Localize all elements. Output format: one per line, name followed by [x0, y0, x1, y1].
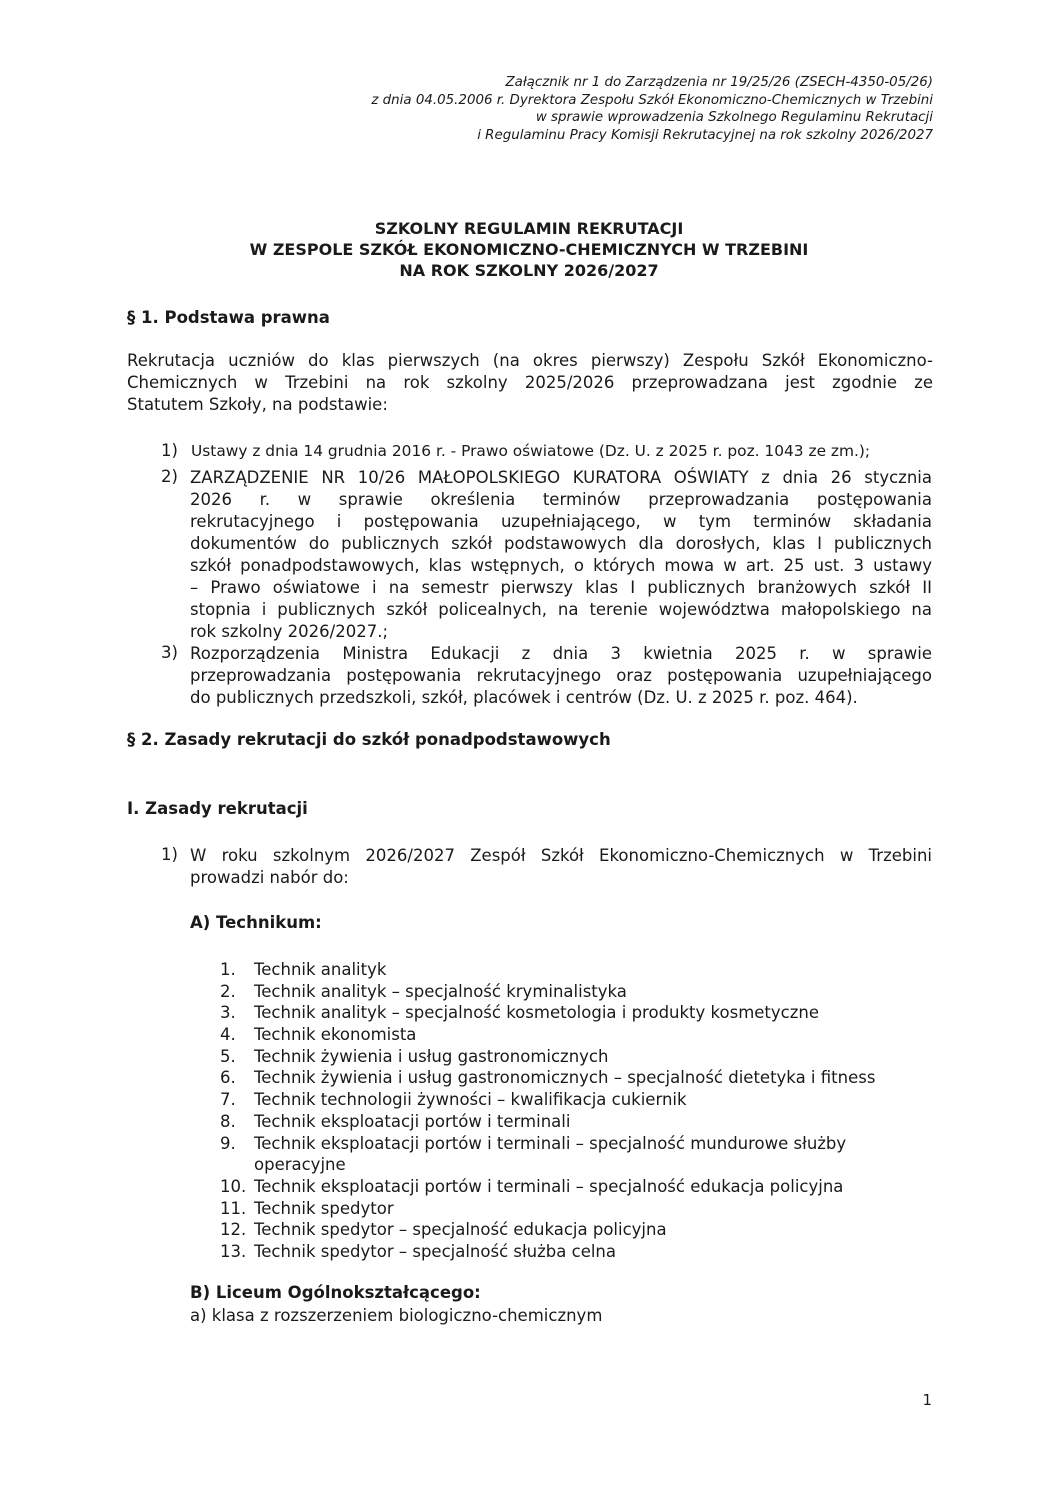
list-number: 11. [220, 1198, 247, 1218]
list-number: 5. [220, 1046, 236, 1066]
list-text: Technik spedytor [254, 1198, 394, 1218]
list-number: 10. [220, 1176, 247, 1196]
header-line: i Regulaminu Pracy Komisji Rekrutacyjnej na rok szkolny 2026/2027 [477, 127, 933, 143]
technikum-list [220, 959, 875, 1263]
basis-line: do publicznych przedszkoli, szkół, placówek i centrów (Dz. U. z 2025 r. poz. 464). [190, 688, 858, 707]
list-item [220, 1067, 875, 1089]
section2-subheading: I. Zasady rekrutacji [127, 799, 308, 818]
list-number: 7. [220, 1090, 236, 1110]
list-item [220, 1024, 875, 1046]
list-number: 8. [220, 1111, 236, 1131]
list-text: Technik eksploatacji portów i terminali – specjalność edukacja policyjna [254, 1176, 844, 1196]
liceum-heading: B) Liceum Ogólnokształcącego: [190, 1283, 481, 1302]
list-text: Technik ekonomista [254, 1025, 417, 1045]
section1-intro [127, 350, 933, 416]
section2-heading: § 2. Zasady rekrutacji do szkół ponadpodstawowych [127, 730, 611, 749]
basis-line: 2026 r. w sprawie określenia terminów przeprowadzania postępowania [190, 490, 932, 509]
list-number: 1. [220, 960, 236, 979]
basis-line: stopnia i publicznych szkół policealnych, na terenie województwa małopolskiego na [190, 600, 932, 619]
list-text: Technik technologii żywności – kwalifikacja cukiernik [254, 1090, 687, 1110]
basis-line: dokumentów do publicznych szkół podstawowych dla dorosłych, klas I publicznych [190, 534, 932, 553]
intro-line: Chemicznych w Trzebini na rok szkolny 2025/2026 przeprowadzana jest zgodnie ze [127, 373, 933, 392]
technikum-heading: A) Technikum: [190, 913, 322, 932]
list-number: 12. [220, 1220, 247, 1240]
header-line: z dnia 04.05.2006 r. Dyrektora Zespołu Szkół Ekonomiczno-Chemicznych w Trzebini [371, 92, 933, 108]
list-number: 13. [220, 1241, 247, 1261]
list-text: Technik eksploatacji portów i terminali [254, 1111, 571, 1131]
title-line: W ZESPOLE SZKÓŁ EKONOMICZNO-CHEMICZNYCH W TRZEBINI [249, 240, 809, 259]
attachment-header [173, 74, 933, 144]
header-line: Załącznik nr 1 do Zarządzenia nr 19/25/26 (ZSECH-4350-05/26) [505, 75, 933, 90]
intro-line: Rekrutacja uczniów do klas pierwszych (na okres pierwszy) Zespołu Szkół Ekonomiczno- [127, 351, 933, 370]
basis-line: ZARZĄDZENIE NR 10/26 MAŁOPOLSKIEGO KURATORA OŚWIATY z dnia 26 stycznia [190, 468, 932, 487]
list-number: 4. [220, 1025, 236, 1045]
list-text: Technik spedytor – specjalność edukacja policyjna [254, 1220, 667, 1240]
list-text: Technik analityk – specjalność kryminalistyka [254, 981, 627, 1001]
list-text: Technik analityk – specjalność kosmetologia i produkty kosmetyczne [254, 1003, 819, 1023]
point1-line: prowadzi nabór do: [190, 868, 349, 887]
list-text: Technik analityk [254, 960, 387, 979]
basis-number: 1) [161, 441, 178, 460]
basis-line: Rozporządzenia Ministra Edukacji z dnia 3 kwietnia 2025 r. w sprawie [190, 644, 932, 663]
title-line: NA ROK SZKOLNY 2026/2027 [399, 261, 659, 280]
list-number: 6. [220, 1068, 236, 1088]
list-text: Technik żywienia i usług gastronomicznych – specjalność dietetyka i fitness [254, 1068, 876, 1088]
document-title [0, 218, 1058, 281]
basis-line: rok szkolny 2026/2027.; [190, 622, 389, 641]
basis-number: 2) [161, 467, 178, 486]
list-item-continuation: operacyjne [254, 1155, 346, 1175]
list-item [220, 1046, 875, 1068]
list-text: Technik spedytor – specjalność służba celna [254, 1241, 616, 1261]
intro-line: Statutem Szkoły, na podstawie: [127, 395, 388, 414]
basis-line: szkół ponadpodstawowych, klas wstępnych, o których mowa w art. 25 ust. 3 ustawy [190, 556, 932, 575]
section1-heading: § 1. Podstawa prawna [127, 308, 330, 327]
list-item [220, 1133, 875, 1155]
list-number: 3. [220, 1003, 236, 1023]
liceum-item: a) klasa z rozszerzeniem biologiczno-chemicznym [190, 1306, 603, 1325]
list-number: 9. [220, 1133, 236, 1153]
list-item [220, 1219, 875, 1241]
list-item [220, 1111, 875, 1133]
list-number: 2. [220, 981, 236, 1001]
basis-line: rekrutacyjnego i postępowania uzupełniającego, w tym terminów składania [190, 512, 932, 531]
list-item [220, 1089, 875, 1111]
basis-line: – Prawo oświatowe i na semestr pierwszy klas I publicznych branżowych szkół II [190, 578, 932, 597]
header-line: w sprawie wprowadzenia Szkolnego Regulaminu Rekrutacji [535, 110, 933, 125]
list-item [220, 981, 875, 1003]
list-item [220, 1241, 875, 1263]
basis-number: 3) [161, 643, 178, 662]
list-item [220, 1176, 875, 1198]
point1-line: W roku szkolnym 2026/2027 Zespół Szkół Ekonomiczno-Chemicznych w Trzebini [190, 846, 932, 865]
basis-item-1: Ustawy z dnia 14 grudnia 2016 r. - Prawo oświatowe (Dz. U. z 2025 r. poz. 1043 ze zm.); [191, 442, 871, 460]
list-item [220, 1002, 875, 1024]
list-item [220, 1198, 875, 1220]
list-text: Technik eksploatacji portów i terminali – specjalność mundurowe służby [254, 1133, 847, 1153]
list-text: Technik żywienia i usług gastronomicznych [254, 1046, 609, 1066]
list-item [220, 959, 875, 981]
page-number: 1 [922, 1391, 932, 1409]
basis-line: przeprowadzania postępowania rekrutacyjnego oraz postępowania uzupełniającego [190, 666, 932, 685]
point-number: 1) [161, 845, 178, 864]
title-line: SZKOLNY REGULAMIN REKRUTACJI [374, 219, 684, 238]
